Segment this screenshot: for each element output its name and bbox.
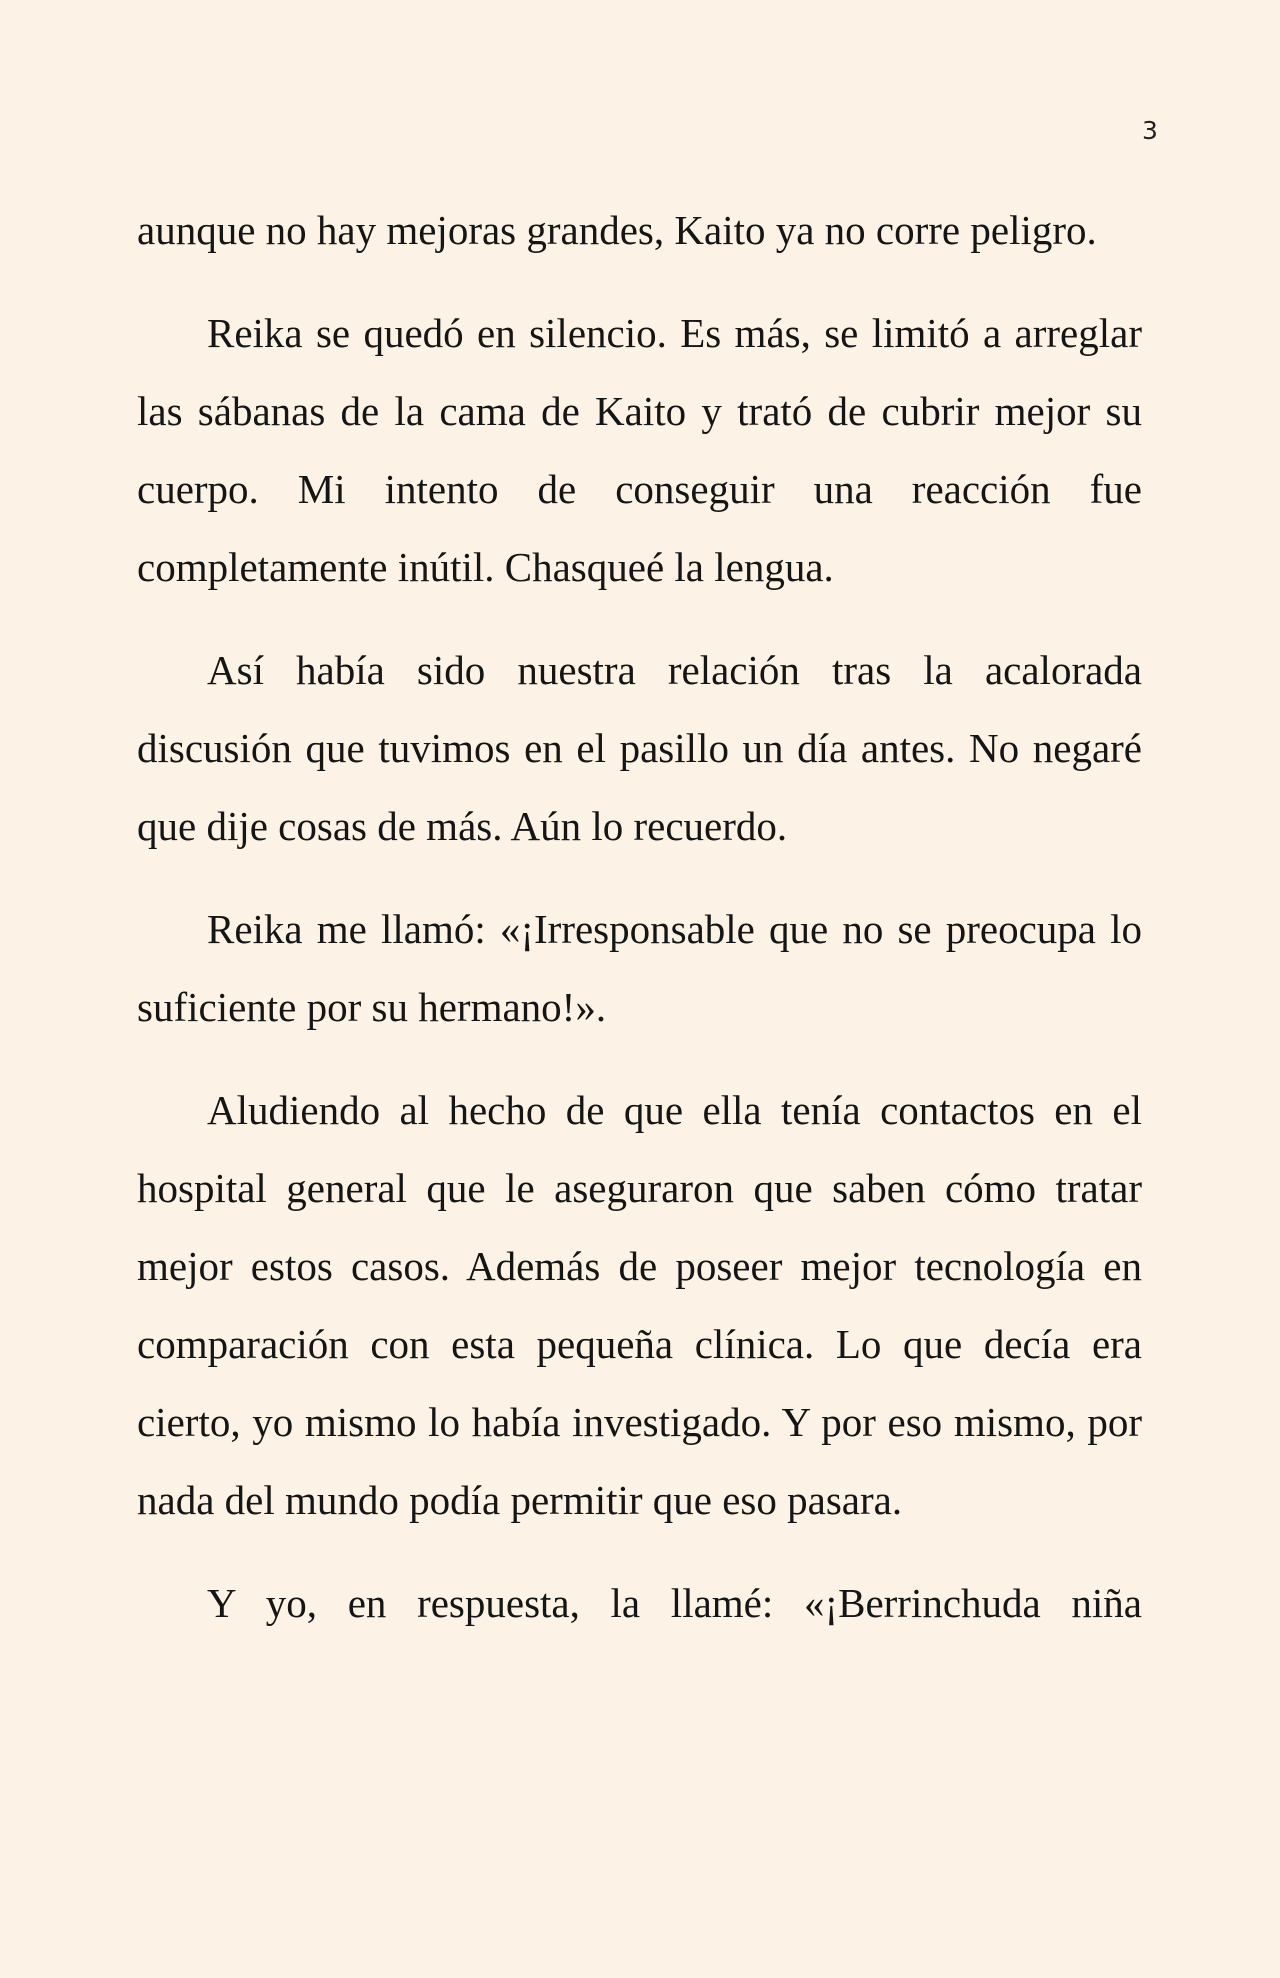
paragraph-partial: Y yo, en respuesta, la llamé: «¡Berrinchuda niña [207, 1580, 1142, 1626]
paragraph: Reika me llamó: «¡Irresponsable que no se preocupa lo suficiente por su hermano!». [137, 906, 1142, 1030]
paragraph: Reika se quedó en silencio. Es más, se limitó a arreglar las sábanas de la cama de Kaito y trató de cubrir mejor su cuerpo. Mi intento de conseguir una reacción fue completamente inútil. Chasqueé la lengua. [137, 310, 1142, 590]
paragraph: Así había sido nuestra relación tras la acalorada discusión que tuvimos en el pasillo un día antes. No negaré que dije cosas de más. Aún lo recuerdo. [137, 647, 1142, 849]
paragraph-continuation: aunque no hay mejoras grandes, Kaito ya no corre peligro. [137, 207, 1097, 253]
body-text [137, 191, 1142, 1667]
paragraph: Aludiendo al hecho de que ella tenía contactos en el hospital general que le aseguraron que saben cómo tratar mejor estos casos. Además de poseer mejor tecnología en comparación con esta pequeña clínica. Lo que decía era cierto, yo mismo lo había investigado. Y por eso mismo, por nada del mundo podía permitir que eso pasara. [137, 1087, 1142, 1523]
page-number: 3 [1142, 116, 1158, 145]
